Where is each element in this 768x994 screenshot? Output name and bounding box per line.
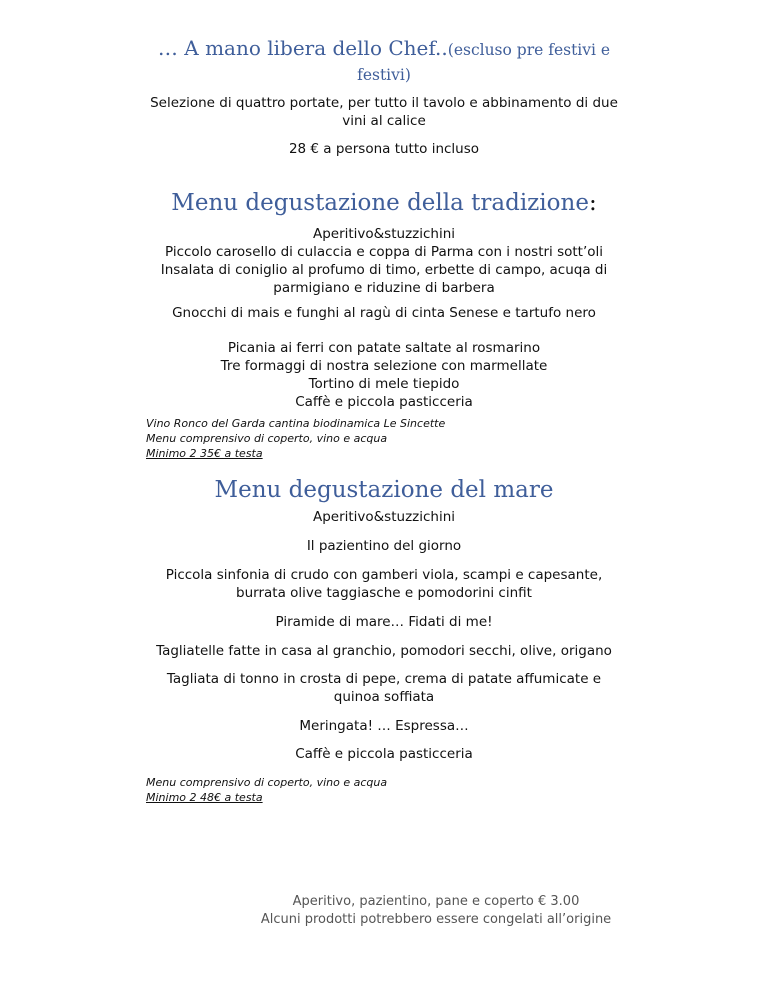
tradizione-heading-text: Menu degustazione della tradizione — [171, 190, 589, 216]
chef-price: 28 € a persona tutto incluso — [288, 141, 480, 157]
menu-item: Gnocchi di mais e funghi al ragù di cinta Senese e tartufo nero — [172, 305, 596, 321]
mare-note-minimum: Minimo 2 48€ a testa — [146, 791, 263, 804]
menu-item: Insalata di coniglio al profumo di timo, erbette di campo, acuqa di — [160, 262, 608, 278]
chef-section-title — [0, 34, 768, 64]
menu-item: Tre formaggi di nostra selezione con marmellate — [220, 358, 548, 374]
menu-item: Tagliatelle fatte in casa al granchio, pomodori secchi, olive, origano — [156, 643, 612, 659]
menu-item: Piramide di mare… Fidati di me! — [275, 614, 493, 630]
menu-item: Caffè e piccola pasticceria — [295, 746, 473, 762]
footer-cover-charge: Aperitivo, pazientino, pane e coperto € 3.00 — [292, 894, 580, 909]
menu-item-multiline — [0, 670, 768, 706]
chef-desc-line: vini al calice — [342, 113, 426, 129]
menu-item-line: quinoa soffiata — [333, 689, 435, 705]
tradizione-list-a — [0, 225, 768, 297]
tradizione-note-wine: Vino Ronco del Garda cantina biodinamica Le Sincette — [146, 417, 446, 430]
chef-title-main: … A mano libera dello Chef.. — [157, 36, 448, 60]
menu-item-line: Piccola sinfonia di crudo con gamberi viola, scampi e capesante, — [165, 567, 603, 583]
mare-heading: Menu degustazione del mare — [214, 477, 554, 503]
menu-item: Caffè e piccola pasticceria — [295, 394, 473, 410]
tradizione-list-c — [0, 339, 768, 411]
tradizione-heading — [0, 188, 768, 218]
menu-item: Aperitivo&stuzzichini — [312, 509, 456, 525]
tradizione-note-included: Menu comprensivo di coperto, vino e acqua — [146, 432, 388, 445]
menu-item: Tortino di mele tiepido — [308, 376, 460, 392]
menu-item-line: burrata olive taggiasche e pomodorini cinfit — [236, 585, 532, 601]
menu-item: parmigiano e riduzine di barbera — [273, 280, 495, 296]
menu-item: Meringata! … Espressa… — [299, 718, 469, 734]
footer-frozen-notice: Alcuni prodotti potrebbero essere congelati all’origine — [260, 912, 612, 927]
chef-desc-line: Selezione di quattro portate, per tutto il tavolo e abbinamento di due — [150, 95, 618, 111]
menu-item-multiline — [0, 566, 768, 602]
tradizione-heading-colon: : — [588, 190, 597, 216]
mare-note-included: Menu comprensivo di coperto, vino e acqua — [146, 776, 388, 789]
chef-title-paren-continued: festivi) — [357, 66, 411, 84]
menu-item: Il pazientino del giorno — [306, 538, 462, 554]
menu-item-line: Tagliata di tonno in crosta di pepe, crema di patate affumicate e — [166, 671, 602, 687]
menu-item: Aperitivo&stuzzichini — [312, 226, 456, 242]
tradizione-note-minimum: Minimo 2 35€ a testa — [146, 447, 263, 460]
chef-description — [0, 94, 768, 130]
menu-item: Picania ai ferri con patate saltate al rosmarino — [227, 340, 541, 356]
chef-title-paren: (escluso pre festivi e — [447, 41, 611, 59]
menu-item: Piccolo carosello di culaccia e coppa di Parma con i nostri sott’oli — [164, 244, 604, 260]
